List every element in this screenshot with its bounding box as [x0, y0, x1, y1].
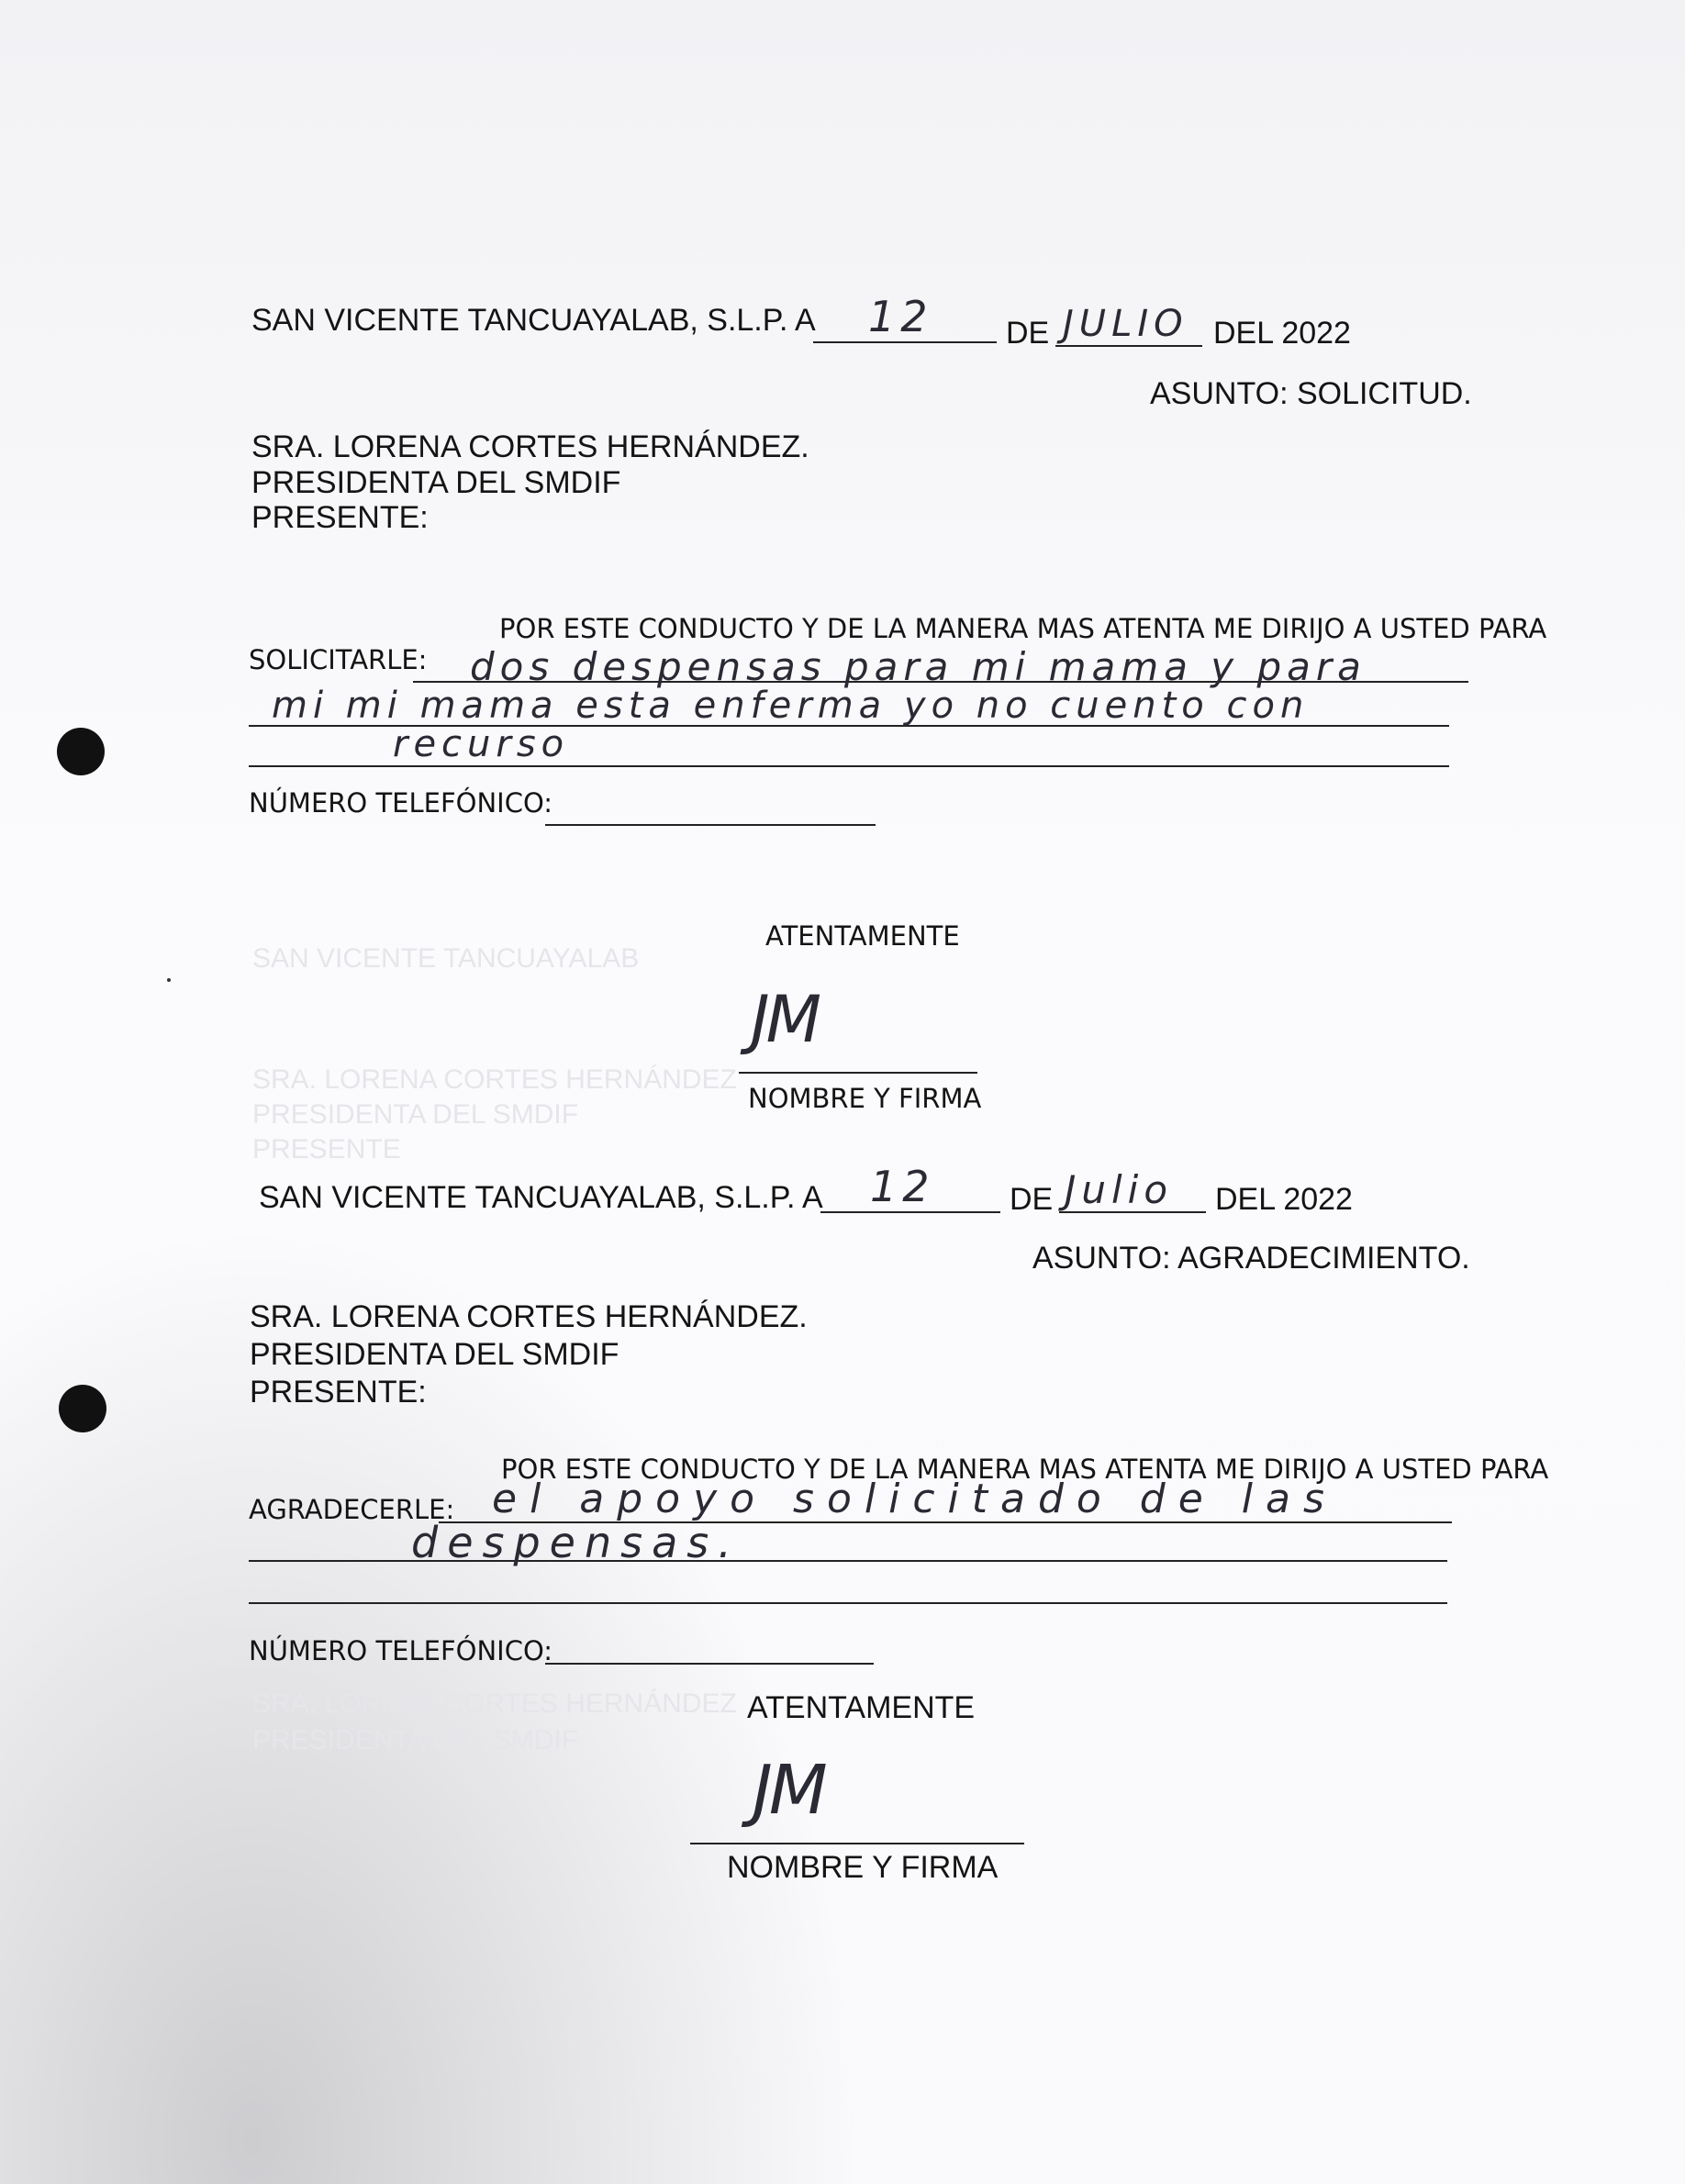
form2-year: DEL 2022	[1215, 1182, 1353, 1217]
form2-asunto: ASUNTO: AGRADECIMIENTO.	[1032, 1241, 1470, 1276]
form2-signature: JM	[753, 1751, 824, 1830]
form1-phone-line	[545, 824, 876, 826]
punch-hole	[57, 728, 105, 775]
form2-day-line	[820, 1211, 1000, 1213]
form1-field-label: SOLICITARLE:	[249, 644, 428, 675]
bleed-through-text: PRESENTE	[252, 1134, 401, 1164]
form2-signature-line	[690, 1843, 1024, 1844]
form1-recipient-name: SRA. LORENA CORTES HERNÁNDEZ.	[251, 429, 809, 464]
form2-line-3	[249, 1602, 1447, 1604]
form1-day-handwritten: 12	[868, 292, 933, 341]
form1-signature-caption: NOMBRE Y FIRMA	[748, 1083, 982, 1114]
form2-field-label: AGRADECERLE:	[249, 1494, 455, 1525]
form2-de-label: DE	[1010, 1182, 1054, 1217]
form1-presente: PRESENTE:	[251, 500, 429, 535]
form1-month-handwritten: JULIO	[1063, 303, 1188, 345]
form1-signature-line	[739, 1072, 977, 1074]
form2-signature-caption: NOMBRE Y FIRMA	[727, 1850, 999, 1885]
form2-recipient-title: PRESIDENTA DEL SMDIF	[250, 1337, 619, 1372]
paper-speck	[167, 978, 171, 982]
form2-place: SAN VICENTE TANCUAYALAB, S.L.P. A	[259, 1180, 823, 1215]
form2-month-handwritten: Julio	[1065, 1167, 1174, 1212]
form2-handwritten-line-2: despensas.	[411, 1518, 741, 1567]
bleed-through-text: SRA. LORENA CORTES HERNÁNDEZ	[252, 1688, 737, 1719]
form1-place: SAN VICENTE TANCUAYALAB, S.L.P. A	[251, 303, 816, 338]
form2-recipient-name: SRA. LORENA CORTES HERNÁNDEZ.	[250, 1299, 808, 1334]
form1-month-line	[1055, 345, 1202, 347]
bleed-through-text: PRESIDENTA DEL SMDIF	[252, 1099, 579, 1130]
form1-signature: JM	[751, 982, 819, 1057]
punch-hole	[59, 1385, 106, 1432]
form2-phone-label: NÚMERO TELEFÓNICO:	[249, 1635, 553, 1666]
form1-intro: POR ESTE CONDUCTO Y DE LA MANERA MAS ATENTA ME DIRIJO A USTED PARA	[499, 613, 1547, 644]
form2-closing: ATENTAMENTE	[747, 1690, 976, 1725]
form1-de-label: DE	[1006, 316, 1050, 351]
form2-phone-line	[545, 1663, 874, 1665]
form1-closing: ATENTAMENTE	[765, 920, 960, 952]
form2-handwritten-line-1: el apoyo solicitado de las	[492, 1476, 1337, 1522]
form2-day-handwritten: 12	[870, 1162, 935, 1211]
form2-intro: POR ESTE CONDUCTO Y DE LA MANERA MAS ATENTA ME DIRIJO A USTED PARA	[501, 1454, 1549, 1485]
form1-line-3	[249, 765, 1449, 767]
form2-presente: PRESENTE:	[250, 1375, 427, 1410]
form1-year: DEL 2022	[1213, 316, 1351, 351]
form1-recipient-title: PRESIDENTA DEL SMDIF	[251, 465, 621, 500]
form1-phone-label: NÚMERO TELEFÓNICO:	[249, 787, 553, 819]
form1-place-date	[251, 303, 816, 339]
form1-asunto: ASUNTO: SOLICITUD.	[1150, 376, 1472, 411]
form1-handwritten-line-2: mi mi mama esta enferma yo no cuento con	[272, 685, 1310, 727]
bleed-through-text: SRA. LORENA CORTES HERNÁNDEZ	[252, 1064, 737, 1095]
bleed-through-text: PRESIDENTA DEL SMDIF	[252, 1725, 579, 1755]
bleed-through-text: SAN VICENTE TANCUAYALAB	[252, 943, 640, 974]
form1-handwritten-line-3: recurso	[393, 723, 570, 765]
form1-handwritten-line-1: dos despensas para mi mama y para	[470, 644, 1367, 689]
form1-day-line	[813, 341, 997, 343]
